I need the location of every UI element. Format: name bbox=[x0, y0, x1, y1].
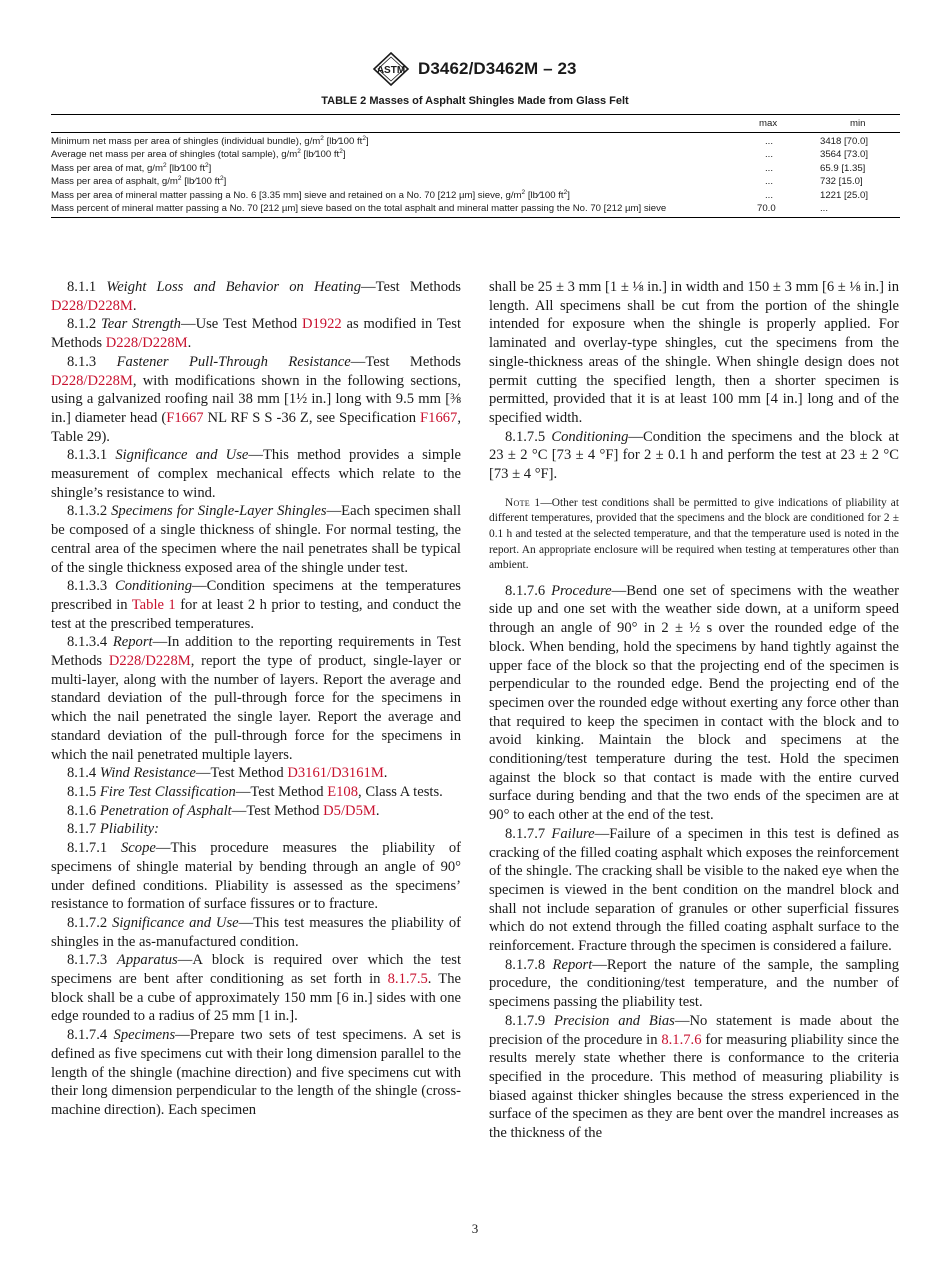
table-title: TABLE 2 Masses of Asphalt Shingles Made from Glass Felt bbox=[321, 95, 629, 107]
table-cell-description: Minimum net mass per area of shingles (individual bundle), $g/m^2$ [lb⁄100 $ft^2$] bbox=[51, 135, 369, 147]
column-header-min: min bbox=[850, 118, 866, 129]
table-row bbox=[51, 202, 900, 215]
paragraph-8-1-6: 8.1.6 Penetration of Asphalt—Test Method D5/D5M. bbox=[67, 802, 380, 819]
paragraph-8-1-7-7: 8.1.7.7 Failure—Failure of a specimen in this test is defined as cracking of the filled coating asphalt which exposes the reinforcement of the shingle. The cracking shall be visible to the naked eye when the specimen is viewed in the bent condition on the mandrel block and shall not include separation of granules or other superficial fissures which do not extend through the filled coating asphalt surface to the reinforcement. Fracture through the specimen is considered a failure. bbox=[489, 825, 900, 955]
link-d228[interactable]: D228/D228M bbox=[105, 335, 188, 352]
table-cell-max: ... bbox=[765, 162, 773, 174]
table-cell-max: ... bbox=[765, 136, 773, 147]
paragraph-8-1-7: 8.1.7 Pliability: bbox=[67, 821, 160, 838]
paragraph-8-1-5: 8.1.5 Fire Test Classification—Test Method E108, Class A tests. bbox=[67, 783, 443, 800]
link-8-1-7-5[interactable]: 8.1.7.5 bbox=[387, 971, 428, 988]
link-e108[interactable]: E108 bbox=[327, 783, 359, 800]
link-d228[interactable]: D228/D228M bbox=[51, 372, 133, 389]
link-d5[interactable]: D5/D5M bbox=[323, 802, 376, 819]
page-number: 3 bbox=[471, 1221, 479, 1236]
table-cell-min: ... bbox=[820, 203, 828, 215]
link-d228[interactable]: D228/D228M bbox=[108, 653, 191, 670]
link-d1922[interactable]: D1922 bbox=[301, 316, 342, 333]
table-cell-description: Average net mass per area of shingles (total sample), $g/m^2$ [lb⁄100 $ft^2$] bbox=[51, 148, 346, 161]
table-cell-description: Mass per area of mineral matter passing a No. 6 [3.35 mm] sieve and retained on a No. 70 [212 µm] sieve, $g/m^2$ [lb⁄100 $ft^2$] bbox=[51, 188, 570, 201]
table-cell-max: ... bbox=[765, 176, 773, 188]
link-table-1[interactable]: Table 1 bbox=[131, 596, 176, 613]
table-row bbox=[51, 148, 900, 161]
paragraph-8-1-7-8: 8.1.7.8 Report—Report the nature of the sample, the sampling procedure, the conditioning/test temperature, and the number of specimens passing the pliability test. bbox=[489, 956, 900, 1011]
table-cell-description: Mass per area of mat, $g/m^2$ [lb⁄100 $ft^2$] bbox=[51, 161, 212, 174]
table-cell-max: ... bbox=[765, 189, 773, 201]
table-cell-min: 65.9 [1.35] bbox=[820, 162, 866, 174]
link-d228[interactable]: D228/D228M bbox=[51, 297, 133, 314]
paragraph-8-1-3-2: 8.1.3.2 Specimens for Single-Layer Shingles—Each specimen shall be composed of a single thickness of shingle. For normal testing, the central area of the specimen where the nail penetrates shall be typical of the single thickness exposed area of the shingle under test. bbox=[51, 503, 461, 576]
paragraph-8-1-2: 8.1.2 Tear Strength—Use Test Method D1922 as modified in Test Methods D228/D228M. bbox=[51, 316, 462, 352]
paragraph-8-1-3-4: 8.1.3.4 Report—In addition to the reporting requirements in Test Methods D228/D228M, report the type of product, single-layer or multi-layer, along with the number of layers. Report the average and standard deviation of the pull-through force for the specimens in which the nail penetrated the single layer. Report the average and standard deviation of the pull-through force for the specimens in which the nail penetrated multiple layers. bbox=[51, 634, 462, 763]
table-row bbox=[51, 135, 900, 148]
table-cell-max: 70.0 bbox=[757, 203, 776, 215]
svg-text:ASTM: ASTM bbox=[376, 65, 406, 76]
paragraph-8-1-7-9: 8.1.7.9 Precision and Bias—No statement is made about the precision of the procedure in 8.1.7.6 for measuring pliability since the results merely state whether there is conformance to the criteria specified in the procedure. This method of measuring pliability is biased against thicker shingles because the stress experienced in the surface of the specimen as they are bent over the mandrel increases as the thickness of the bbox=[489, 1012, 899, 1142]
paragraph-8-1-7-4: 8.1.7.4 Specimens—Prepare two sets of test specimens. A set is defined as five specimens cut with their long dimension parallel to the length of the shingle (machine direction) and five specimens cut with their long dimension perpendicular to the length of the shingle (cross-machine direction). Each specimen bbox=[51, 1027, 461, 1118]
paragraph-8-1-7-6: 8.1.7.6 Procedure—Bend one set of specimens with the weather side up and one set with the weather side down, at a uniform speed through an angle of 90° in 2 ± ½ s over the rounded edge of the block. When bending, hold the specimens by hand tightly against the upper face of the block so that the projecting end of the specimen is perpendicular to the rounded edge. Bend the projecting end of the specimen over the rounded edge without exerting any force other than that required to keep the specimen in contact with the block and to avoid kinking. Maintain the block and specimens at the conditioning/test temperature during the test. Hold the specimen against the block so that contact is made with the entire curved surface during bending and that the two ends of the specimen are at 90° to each other at the end of the test. bbox=[489, 582, 900, 824]
paragraph-8-1-7-2: 8.1.7.2 Significance and Use—This test measures the pliability of shingles in the as-manufactured condition. bbox=[51, 914, 462, 950]
column-header-max: max bbox=[759, 118, 778, 129]
paragraph-8-1-7-1: 8.1.7.1 Scope—This procedure measures the pliability of specimens of shingle material by bending through an angle of 90° under defined conditions. Pliability is assessed as the specimens’ resistance to formation of surface fissures or to fracture. bbox=[51, 840, 462, 913]
page-header bbox=[0, 50, 950, 90]
table-cell-min: 1221 [25.0] bbox=[820, 189, 869, 201]
paragraph-8-1-4: 8.1.4 Wind Resistance—Test Method D3161/D3161M. bbox=[67, 765, 388, 782]
document-designation: D3462/D3462M – 23 bbox=[418, 59, 577, 78]
table-cell-max: ... bbox=[765, 149, 773, 161]
left-column bbox=[51, 278, 461, 1120]
note-1: Note 1—Other test conditions shall be permitted to give indications of pliability at different temperatures, provided that the specimens and the block are conditioned for 2 ± 0.1 h and tested at the selected temperature, and that the temperature used is noted in the report. An appropriate enclosure will be required when testing at temperatures other than ambient. bbox=[489, 496, 899, 572]
table-cell-min: 732 [15.0] bbox=[820, 176, 863, 188]
paragraph-8-1-7-3: 8.1.7.3 Apparatus—A block is required over which the test specimens are bent after conditioning as set forth in 8.1.7.5. The block shall be a cube of approximately 150 mm [6 in.] sides with one edge rounded to a radius of 25 mm [1 in.]. bbox=[51, 952, 461, 1025]
table-row bbox=[51, 162, 900, 175]
link-f1667[interactable]: F1667 bbox=[420, 409, 458, 426]
link-f1667[interactable]: F1667 bbox=[166, 409, 204, 426]
table-row bbox=[51, 189, 900, 202]
table-cell-description: Mass per area of asphalt, $g/m^2$ [lb⁄100 $ft^2$] bbox=[51, 175, 227, 188]
table-row bbox=[51, 175, 900, 188]
table-cell-min: 3418 [70.0] bbox=[820, 136, 869, 147]
link-d3161[interactable]: D3161/D3161M bbox=[287, 765, 384, 782]
paragraph-8-1-3-1: 8.1.3.1 Significance and Use—This method provides a simple measurement of complex mechanical effects which relate to the shingle’s resistance to wind. bbox=[51, 447, 462, 501]
paragraph-8-1-7-5: 8.1.7.5 Conditioning—Condition the specimens and the block at 23 ± 2 °C [73 ± 4 °F] for 2 ± 0.1 h and perform the test at 23 ± 2 °C [73 ± 4 °F]. bbox=[489, 428, 900, 483]
link-8-1-7-6[interactable]: 8.1.7.6 bbox=[661, 1031, 702, 1048]
right-column bbox=[489, 278, 899, 1143]
table-body bbox=[51, 133, 900, 217]
paragraph-8-1-1: 8.1.1 Weight Loss and Behavior on Heating—Test Methods D228/D228M. bbox=[51, 279, 461, 314]
paragraph-8-1-3: 8.1.3 Fastener Pull-Through Resistance—Test Methods D228/D228M, with modifications shown in the following sections, using a galvanized roofing nail 38 mm [1½ in.] long with 9.5 mm [⅜ in.] diameter head (F1667 NL RF S S -36 Z, see Specification F1667, Table 29). bbox=[51, 353, 461, 445]
paragraph-8-1-7-4-continued: shall be 25 ± 3 mm [1 ± ⅛ in.] in width and 150 ± 3 mm [6 ± ⅛ in.] in length. All specimens shall be cut from the portion of the shingle intended for exposure when the shingle is properly applied. For laminated and overlay-type shingles, cut the specimens from the single-thickness areas of the shingle. When shingle design does not permit cutting the specified length, then a shorter specimen is permitted, provided that it is at least 100 mm [4 in.] long and of the specified width. bbox=[489, 279, 899, 426]
paragraph-8-1-3-3: 8.1.3.3 Conditioning—Condition specimens at the temperatures prescribed in Table 1 for at least 2 h prior to testing, and conduct the test at the prescribed temperatures. bbox=[51, 578, 461, 632]
astm-logo bbox=[372, 52, 410, 86]
masses-table bbox=[51, 114, 900, 218]
table-header-row bbox=[51, 115, 900, 133]
table-cell-description: Mass percent of mineral matter passing a No. 70 [212 µm] sieve based on the total asphalt and mineral matter passing the No. 70 [212 µm] sieve bbox=[51, 203, 667, 215]
table-cell-min: 3564 [73.0] bbox=[820, 149, 869, 161]
